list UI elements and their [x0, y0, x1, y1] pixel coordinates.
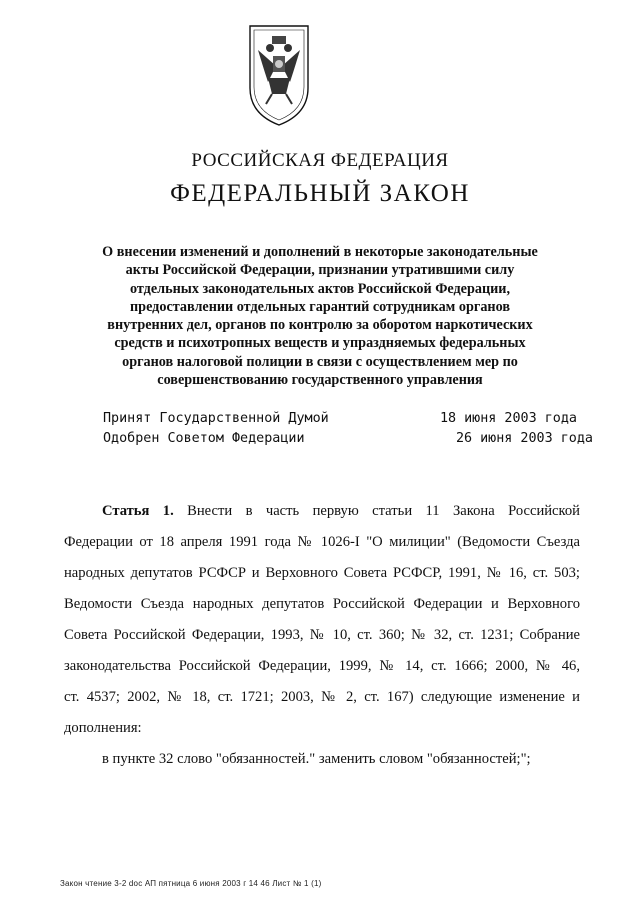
document-type-heading: ФЕДЕРАЛЬНЫЙ ЗАКОН — [170, 180, 470, 207]
article-body — [64, 496, 580, 775]
law-title-line: отдельных законодательных актов Российской Федерации, — [129, 280, 511, 297]
law-title-line: внутренних дел, органов по контролю за оборотом наркотических — [107, 317, 533, 334]
adoption-date: 26 июня 2003 года — [455, 431, 593, 446]
law-title-line: предоставлении отдельных гарантий сотрудникам органов — [130, 298, 510, 315]
article-line: Ведомости Съезда народных депутатов Российской Федерации и Верховного — [64, 596, 580, 612]
article-first-line — [64, 496, 580, 527]
article-line: Федерации от 18 апреля 1991 года № 1026-I "О милиции" (Ведомости Съезда — [64, 534, 580, 550]
law-title-line: О внесении изменений и дополнений в некоторые законодательные — [102, 244, 538, 260]
adoption-row-duma — [103, 409, 577, 429]
article-line: народных депутатов РСФСР и Верховного Совета РСФСР, 1991, № 16, ст. 503; — [64, 565, 580, 581]
law-title-line: средств и психотропных веществ и упраздняемых федеральных — [114, 335, 526, 352]
law-title-line: органов налоговой полиции в связи с осуществлением мер по — [122, 353, 518, 370]
adoption-label: Принят Государственной Думой — [103, 411, 329, 426]
article-heading: Статья 1. — [102, 503, 174, 519]
country-name: РОССИЙСКАЯ ФЕДЕРАЦИЯ — [191, 150, 449, 171]
law-title-line: совершенствованию государственного управления — [157, 372, 483, 389]
coat-of-arms-emblem-icon — [246, 22, 312, 128]
law-title — [70, 243, 570, 389]
adoption-date: 18 июня 2003 года — [439, 411, 577, 426]
adoption-row-council — [103, 429, 593, 449]
law-title-line: акты Российской Федерации, признании утратившими силу — [125, 262, 515, 279]
adoption-block — [103, 409, 593, 449]
adoption-label: Одобрен Советом Федерации — [103, 431, 305, 446]
article-line: Совета Российской Федерации, 1993, № 10, ст. 360; № 32, ст. 1231; Собрание — [64, 627, 580, 643]
page-footer: Закон чтение 3-2 doc АП пятница 6 июня 2003 г 14 46 Лист № 1 (1) — [60, 879, 322, 888]
article-line-last: дополнения: — [64, 720, 142, 736]
article-line: законодательства Российской Федерации, 1999, № 14, ст. 1666; 2000, № 46, — [64, 658, 580, 674]
article-text: Внести в часть первую статьи 11 Закона Российской — [187, 503, 580, 519]
article-clause: в пункте 32 слово "обязанностей." заменить словом "обязанностей;"; — [102, 751, 531, 767]
article-line: ст. 4537; 2002, № 18, ст. 1721; 2003, № 2, ст. 167) следующие изменение и — [64, 689, 580, 705]
